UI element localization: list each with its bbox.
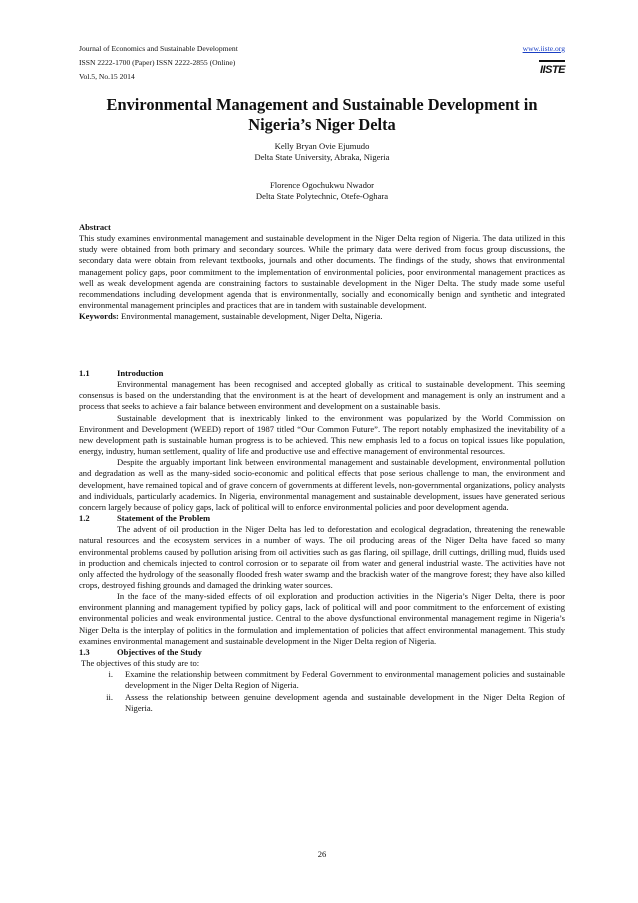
author-1 xyxy=(79,141,565,163)
journal-name: Journal of Economics and Sustainable Development xyxy=(79,44,238,53)
title-line-1: Environmental Management and Sustainable Development in xyxy=(106,95,538,114)
abstract-section xyxy=(79,222,565,322)
paragraph: Sustainable development that is inextricably linked to the environment was popularized by the World Commission on Environment and Development (WEED) report of 1987 titled “Our Common Future”. The report notably emphasized the inevitability of a new development path is sustainable human progress is to be achieved. This new emphasis led to a focus on topical issues like population, energy, industry, human settlement, quality of life and productive use and effective management of environmental resources. xyxy=(79,412,565,457)
list-item-text: Examine the relationship between commitment by Federal Government to environmental management policies and sustainable development in the Niger Delta Region of Nigeria. xyxy=(125,669,565,691)
iiste-logo xyxy=(539,57,565,81)
volume-line: Vol.5, No.15 2014 xyxy=(79,72,135,81)
section-heading-introduction: 1.1 Introduction xyxy=(79,368,164,378)
author-name: Kelly Bryan Ovie Ejumudo xyxy=(274,141,370,151)
list-item xyxy=(79,669,565,691)
body-text xyxy=(79,368,565,714)
issn-line: ISSN 2222-1700 (Paper) ISSN 2222-2855 (Online) xyxy=(79,58,236,67)
list-item-number: i. xyxy=(108,669,113,680)
journal-url-link[interactable]: www.iiste.org xyxy=(522,44,565,53)
abstract-heading: Abstract xyxy=(79,222,111,232)
keywords-line xyxy=(79,311,565,322)
logo-bar xyxy=(539,60,565,62)
author-2 xyxy=(79,180,565,202)
author-name: Florence Ogochukwu Nwador xyxy=(269,180,375,190)
paragraph: Despite the arguably important link between environmental management and sustainable development, environmental pollution and degradation as well as the many-sided socio-economic and political effects that pose serious challenge to man, the environment and development, have remained topical and of grave concern of governments at different levels, non-governmental organizations, policy analysts and individuals, particularly academics. In Nigeria, environmental management and sustainable development, issues have generated serious concern largely because of policy gaps, lack of political will to enforce environmental policies and poor development agenda. xyxy=(79,457,565,512)
section-heading-problem: 1.2 Statement of the Problem xyxy=(79,513,211,524)
author-affiliation: Delta State University, Abraka, Nigeria xyxy=(254,152,390,162)
objectives-intro: The objectives of this study are to: xyxy=(79,658,200,669)
list-item-number: ii. xyxy=(106,691,113,702)
logo-text: IISTE xyxy=(540,64,566,76)
author-affiliation: Delta State Polytechnic, Otefe-Oghara xyxy=(255,191,389,201)
keywords-label: Keywords: xyxy=(79,311,119,322)
page-number: 26 xyxy=(317,849,327,859)
paragraph: The advent of oil production in the Niger Delta has led to deforestation and ecological degradation, threatening the renewable natural resources and the ecosystem services in a number of ways. The oil producing areas of the Niger Delta have faced so many environmental problems caused by pollution arising from oil activities such as gas flaring, oil spillage, drill cuttings, drilling mud, fluids used in production and chemicals injected to control corrosion or to separate oil from water and general industrial waste. The activities have not only affected the hydrology of the seasonally flooded fresh water swamp and the brackish water of the mangrove forest; they have also killed crops, destroyed fishing grounds and damaged the drinking water sources. xyxy=(79,524,565,590)
section-heading-objectives: 1.3 Objectives of the Study xyxy=(79,646,202,657)
list-item-text: Assess the relationship between genuine development agenda and sustainable development in the Niger Delta Region of Nigeria. xyxy=(125,691,565,713)
paper-title xyxy=(79,95,565,135)
title-line-2: Nigeria’s Niger Delta xyxy=(248,115,396,134)
list-item xyxy=(79,692,565,714)
paragraph: In the face of the many-sided effects of oil exploration and production activities in the Nigeria’s Niger Delta, there is poor environment planning and management typified by policy gaps, lack of political will and poor commitment to the enforcement of existing environmental policies and weak environmental justice. Central to the above dysfunctional environmental management regime in Nigeria’s Niger Delta is the interplay of politics in the formulation and implementation of policies that affect environmental management. This study examines environmental management and sustainable development in the Niger Delta region of Nigeria. xyxy=(79,591,565,646)
keywords-text: Environmental management, sustainable development, Niger Delta, Nigeria. xyxy=(118,311,383,322)
paragraph: Environmental management has been recognised and accepted globally as critical to sustainable development. This seeming consensus is based on the understanding that the environment is at the heart of development and management is only an instrument and a process that seeks to achieve a fair balance between environment and development on a sustainable basis. xyxy=(79,379,565,412)
abstract-text: This study examines environmental management and sustainable development in the Niger Delta region of Nigeria. The data utilized in this study were obtained from both primary and secondary sources. While the primary data were derived from focus group discussions, the secondary data were obtain from relevant textbooks, journals and other documents. The findings of the study, shows that environmental management policy gaps, poor commitment to the implementation of environmental policies, poor environmental management practices as well as weak development agenda are constraining factors to sustainable development in the Niger Delta. The study made some useful recommendations including development agenda that is environmentally, socially and economically benign and synthetic and integrated environmental management principles and practices that are in tandem with sustainable development. xyxy=(79,233,565,311)
